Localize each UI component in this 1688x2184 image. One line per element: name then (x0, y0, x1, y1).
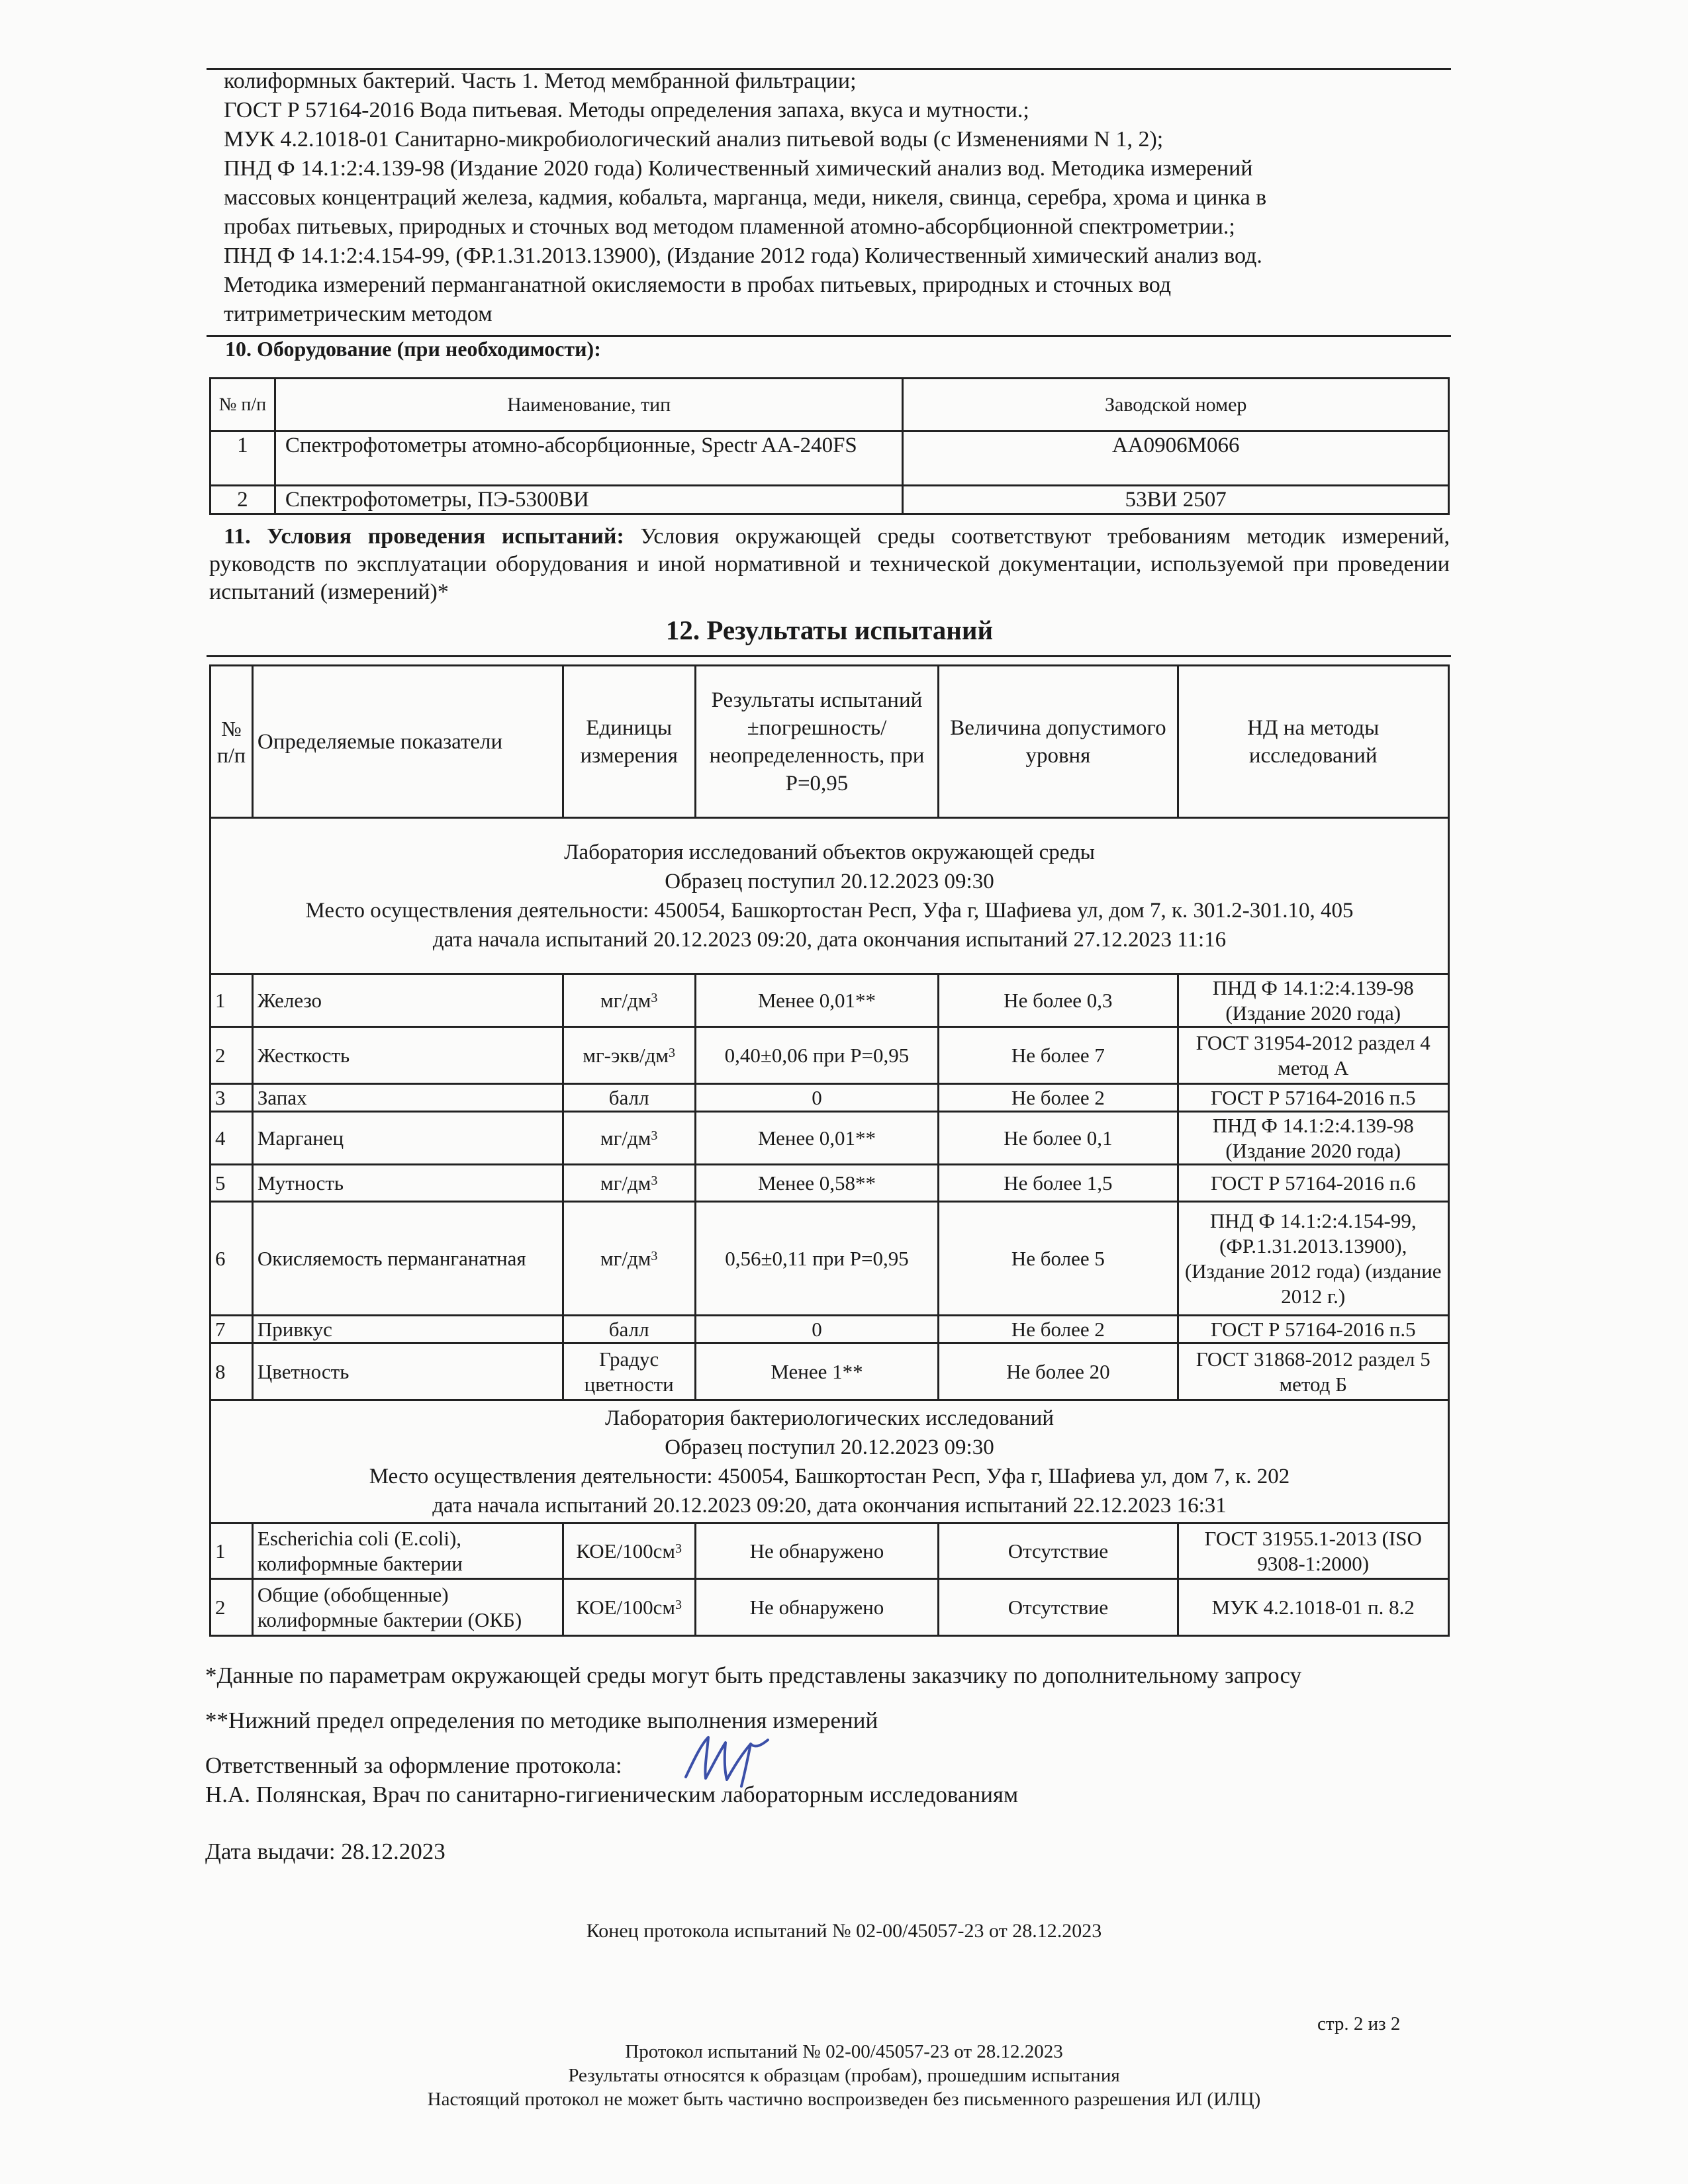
lab-dates: дата начала испытаний 20.12.2023 09:20, дата окончания испытаний 22.12.2023 16:31 (432, 1493, 1227, 1518)
conditions-label: 11. Условия проведения испытаний: (224, 524, 624, 549)
conditions-text: Условия окружающей среды соответствуют требованиям методик измерений, руководств по эксплуатации оборудования и иной нормативной и технической документации, используемой при проведении испытаний (измерений)* (209, 524, 1450, 604)
responsible-person: Н.А. Полянская, Врач по санитарно-гигиеническим лабораторным исследованиям (205, 1782, 1019, 1807)
result-value: Менее 0,01** (695, 1112, 939, 1165)
equipment-heading: 10. Оборудование (при необходимости): (225, 337, 601, 361)
result-indicator: Общие (обобщенные) колиформные бактерии (ОКБ) (252, 1579, 563, 1636)
methods-line: Методика измерений перманганатной окисляемости в пробах питьевых, природных и сточных вод (224, 273, 1172, 297)
equipment-num: 2 (211, 486, 275, 514)
end-of-protocol: Конец протокола испытаний № 02-00/45057-23 от 28.12.2023 (586, 1920, 1102, 1942)
result-num: 6 (211, 1202, 253, 1316)
result-num: 1 (211, 974, 253, 1027)
results-title: 12. Результаты испытаний (665, 615, 994, 645)
methods-line: ГОСТ Р 57164-2016 Вода питьевая. Методы определения запаха, вкуса и мутности.; (224, 98, 1029, 122)
issue-date: Дата выдачи: 28.12.2023 (205, 1839, 445, 1864)
result-unit: $мг/дм^3$ (563, 974, 695, 1027)
result-num: 5 (211, 1165, 253, 1202)
lab-dates: дата начала испытаний 20.12.2023 09:20, дата окончания испытаний 27.12.2023 11:16 (432, 927, 1227, 952)
result-unit: КОЕ/$100см^3$ (563, 1524, 695, 1579)
result-num: 8 (211, 1343, 253, 1400)
result-method: ПНД Ф 14.1:2:4.139-98 (Издание 2020 года) (1178, 1112, 1449, 1165)
lab-received: Образец поступил 20.12.2023 09:30 (665, 869, 994, 893)
methods-line: пробах питьевых, природных и сточных вод методом пламенной атомно-абсорбционной спектрометрии.; (224, 214, 1235, 239)
result-unit: $мг/дм^3$ (563, 1165, 695, 1202)
result-num: 1 (211, 1524, 253, 1579)
page-number: стр. 2 из 2 (1317, 2013, 1401, 2034)
footer-line-1: Протокол испытаний № 02-00/45057-23 от 28.12.2023 (625, 2041, 1063, 2062)
methods-line: ПНД Ф 14.1:2:4.154-99, (ФР.1.31.2013.13900), (Издание 2012 года) Количественный химический анализ вод. (224, 244, 1262, 268)
footnote-2: **Нижний предел определения по методике выполнения измерений (205, 1707, 878, 1733)
result-unit: Градус цветности (563, 1343, 695, 1400)
result-indicator: Окисляемость перманганатная (252, 1202, 563, 1316)
result-row (211, 1579, 1449, 1636)
result-limit: Не более 2 (939, 1084, 1178, 1112)
methods-line: титриметрическим методом (224, 302, 492, 326)
result-unit: $мг-экв/дм^3$ (563, 1027, 695, 1084)
conditions-paragraph (209, 523, 1450, 606)
methods-line: колиформных бактерий. Часть 1. Метод мембранной фильтрации; (224, 69, 857, 93)
result-row (211, 1084, 1449, 1112)
methods-list (224, 67, 1266, 329)
result-row (211, 1524, 1449, 1579)
result-limit: Не более 0,1 (939, 1112, 1178, 1165)
result-value: 0,56±0,11 при P=0,95 (695, 1202, 939, 1316)
result-method: ГОСТ Р 57164-2016 п.5 (1178, 1084, 1449, 1112)
equipment-header-serial: Заводской номер (903, 379, 1449, 432)
results-table (209, 664, 1450, 1637)
equipment-num: 1 (211, 432, 275, 486)
results-header-limit: Величина допустимого уровня (939, 666, 1178, 818)
lab-section-header (211, 1400, 1449, 1524)
result-value: Менее 1** (695, 1343, 939, 1400)
equipment-name: Спектрофотометры, ПЭ-5300ВИ (275, 486, 903, 514)
results-header-result: Результаты испытаний ±погрешность/ неопределенность, при P=0,95 (695, 666, 939, 818)
result-limit: Отсутствие (939, 1579, 1178, 1636)
result-unit: КОЕ/$100см^3$ (563, 1579, 695, 1636)
results-header-units: Единицы измерения (563, 666, 695, 818)
result-method: ГОСТ 31954-2012 раздел 4 метод А (1178, 1027, 1449, 1084)
result-limit: Не более 1,5 (939, 1165, 1178, 1202)
methods-line: ПНД Ф 14.1:2:4.139-98 (Издание 2020 года) Количественный химический анализ вод. Методика измерений (224, 156, 1253, 181)
lab-name: Лаборатория исследований объектов окружающей среды (564, 840, 1095, 864)
result-unit: $мг/дм^3$ (563, 1112, 695, 1165)
result-indicator: Цветность (252, 1343, 563, 1400)
result-indicator: Escherichia coli (E.coli), колиформные бактерии (252, 1524, 563, 1579)
equipment-table (209, 377, 1450, 515)
footer-line-3: Настоящий протокол не может быть частично воспроизведен без письменного разрешения ИЛ (ИЛЦ) (427, 2089, 1261, 2110)
result-method: ПНД Ф 14.1:2:4.154-99, (ФР.1.31.2013.13900), (Издание 2012 года) (издание 2012 г.) (1178, 1202, 1449, 1316)
result-indicator: Железо (252, 974, 563, 1027)
lab-received: Образец поступил 20.12.2023 09:30 (665, 1435, 994, 1459)
equipment-serial: AA0906M066 (903, 432, 1449, 486)
equipment-header-name: Наименование, тип (275, 379, 903, 432)
lab-location: Место осуществления деятельности: 450054, Башкортостан Респ, Уфа г, Шафиева ул, дом 7, к. 301.2-301.10, 405 (305, 898, 1354, 923)
responsible-label: Ответственный за оформление протокола: (205, 1752, 622, 1778)
result-indicator: Мутность (252, 1165, 563, 1202)
result-value: 0 (695, 1316, 939, 1343)
result-value: 0 (695, 1084, 939, 1112)
results-top-rule (207, 655, 1451, 657)
result-num: 7 (211, 1316, 253, 1343)
result-limit: Не более 7 (939, 1027, 1178, 1084)
lab-name: Лаборатория бактериологических исследований (604, 1406, 1055, 1430)
equipment-serial: 53ВИ 2507 (903, 486, 1449, 514)
result-num: 2 (211, 1027, 253, 1084)
results-header-indicator: Определяемые показатели (252, 666, 563, 818)
result-method: МУК 4.2.1018-01 п. 8.2 (1178, 1579, 1449, 1636)
methods-line: МУК 4.2.1018-01 Санитарно-микробиологический анализ питьевой воды (с Изменениями N 1, 2); (224, 127, 1164, 152)
result-method: ГОСТ Р 57164-2016 п.5 (1178, 1316, 1449, 1343)
result-num: 3 (211, 1084, 253, 1112)
result-value: Менее 0,01** (695, 974, 939, 1027)
result-method: ГОСТ Р 57164-2016 п.6 (1178, 1165, 1449, 1202)
result-value: Не обнаружено (695, 1579, 939, 1636)
result-value: Менее 0,58** (695, 1165, 939, 1202)
result-row (211, 974, 1449, 1027)
result-unit: $мг/дм^3$ (563, 1202, 695, 1316)
result-row (211, 1316, 1449, 1343)
result-value: Не обнаружено (695, 1524, 939, 1579)
equipment-row (211, 486, 1449, 514)
result-row (211, 1165, 1449, 1202)
methods-line: массовых концентраций железа, кадмия, кобальта, марганца, меди, никеля, свинца, серебра, хрома и цинка в (224, 185, 1267, 210)
lab-location: Место осуществления деятельности: 450054, Башкортостан Респ, Уфа г, Шафиева ул, дом 7, к. 202 (369, 1464, 1290, 1488)
footnote-1: *Данные по параметрам окружающей среды могут быть представлены заказчику по дополнительному запросу (205, 1662, 1302, 1688)
results-header-row (211, 666, 1449, 818)
results-header-num: № п/п (211, 666, 253, 818)
result-limit: Не более 5 (939, 1202, 1178, 1316)
result-indicator: Привкус (252, 1316, 563, 1343)
equipment-header-row (211, 379, 1449, 432)
result-indicator: Жесткость (252, 1027, 563, 1084)
equipment-header-num: № п/п (211, 379, 275, 432)
result-row (211, 1202, 1449, 1316)
result-unit: балл (563, 1316, 695, 1343)
result-method: ГОСТ 31955.1-2013 (ISO 9308-1:2000) (1178, 1524, 1449, 1579)
result-value: 0,40±0,06 при P=0,95 (695, 1027, 939, 1084)
result-limit: Не более 20 (939, 1343, 1178, 1400)
result-num: 2 (211, 1579, 253, 1636)
results-header-method: НД на методы исследований (1178, 666, 1449, 818)
footer-line-2: Результаты относятся к образцам (пробам), прошедшим испытания (568, 2065, 1120, 2086)
result-method: ПНД Ф 14.1:2:4.139-98 (Издание 2020 года) (1178, 974, 1449, 1027)
lab-section-header (211, 818, 1449, 974)
footer (0, 2040, 1688, 2111)
result-indicator: Запах (252, 1084, 563, 1112)
result-indicator: Марганец (252, 1112, 563, 1165)
result-row (211, 1343, 1449, 1400)
result-limit: Не более 2 (939, 1316, 1178, 1343)
result-limit: Отсутствие (939, 1524, 1178, 1579)
result-limit: Не более 0,3 (939, 974, 1178, 1027)
result-num: 4 (211, 1112, 253, 1165)
result-row (211, 1027, 1449, 1084)
result-unit: балл (563, 1084, 695, 1112)
result-method: ГОСТ 31868-2012 раздел 5 метод Б (1178, 1343, 1449, 1400)
equipment-row (211, 432, 1449, 486)
result-row (211, 1112, 1449, 1165)
equipment-name: Спектрофотометры атомно-абсорбционные, Spectr AA-240FS (275, 432, 903, 486)
